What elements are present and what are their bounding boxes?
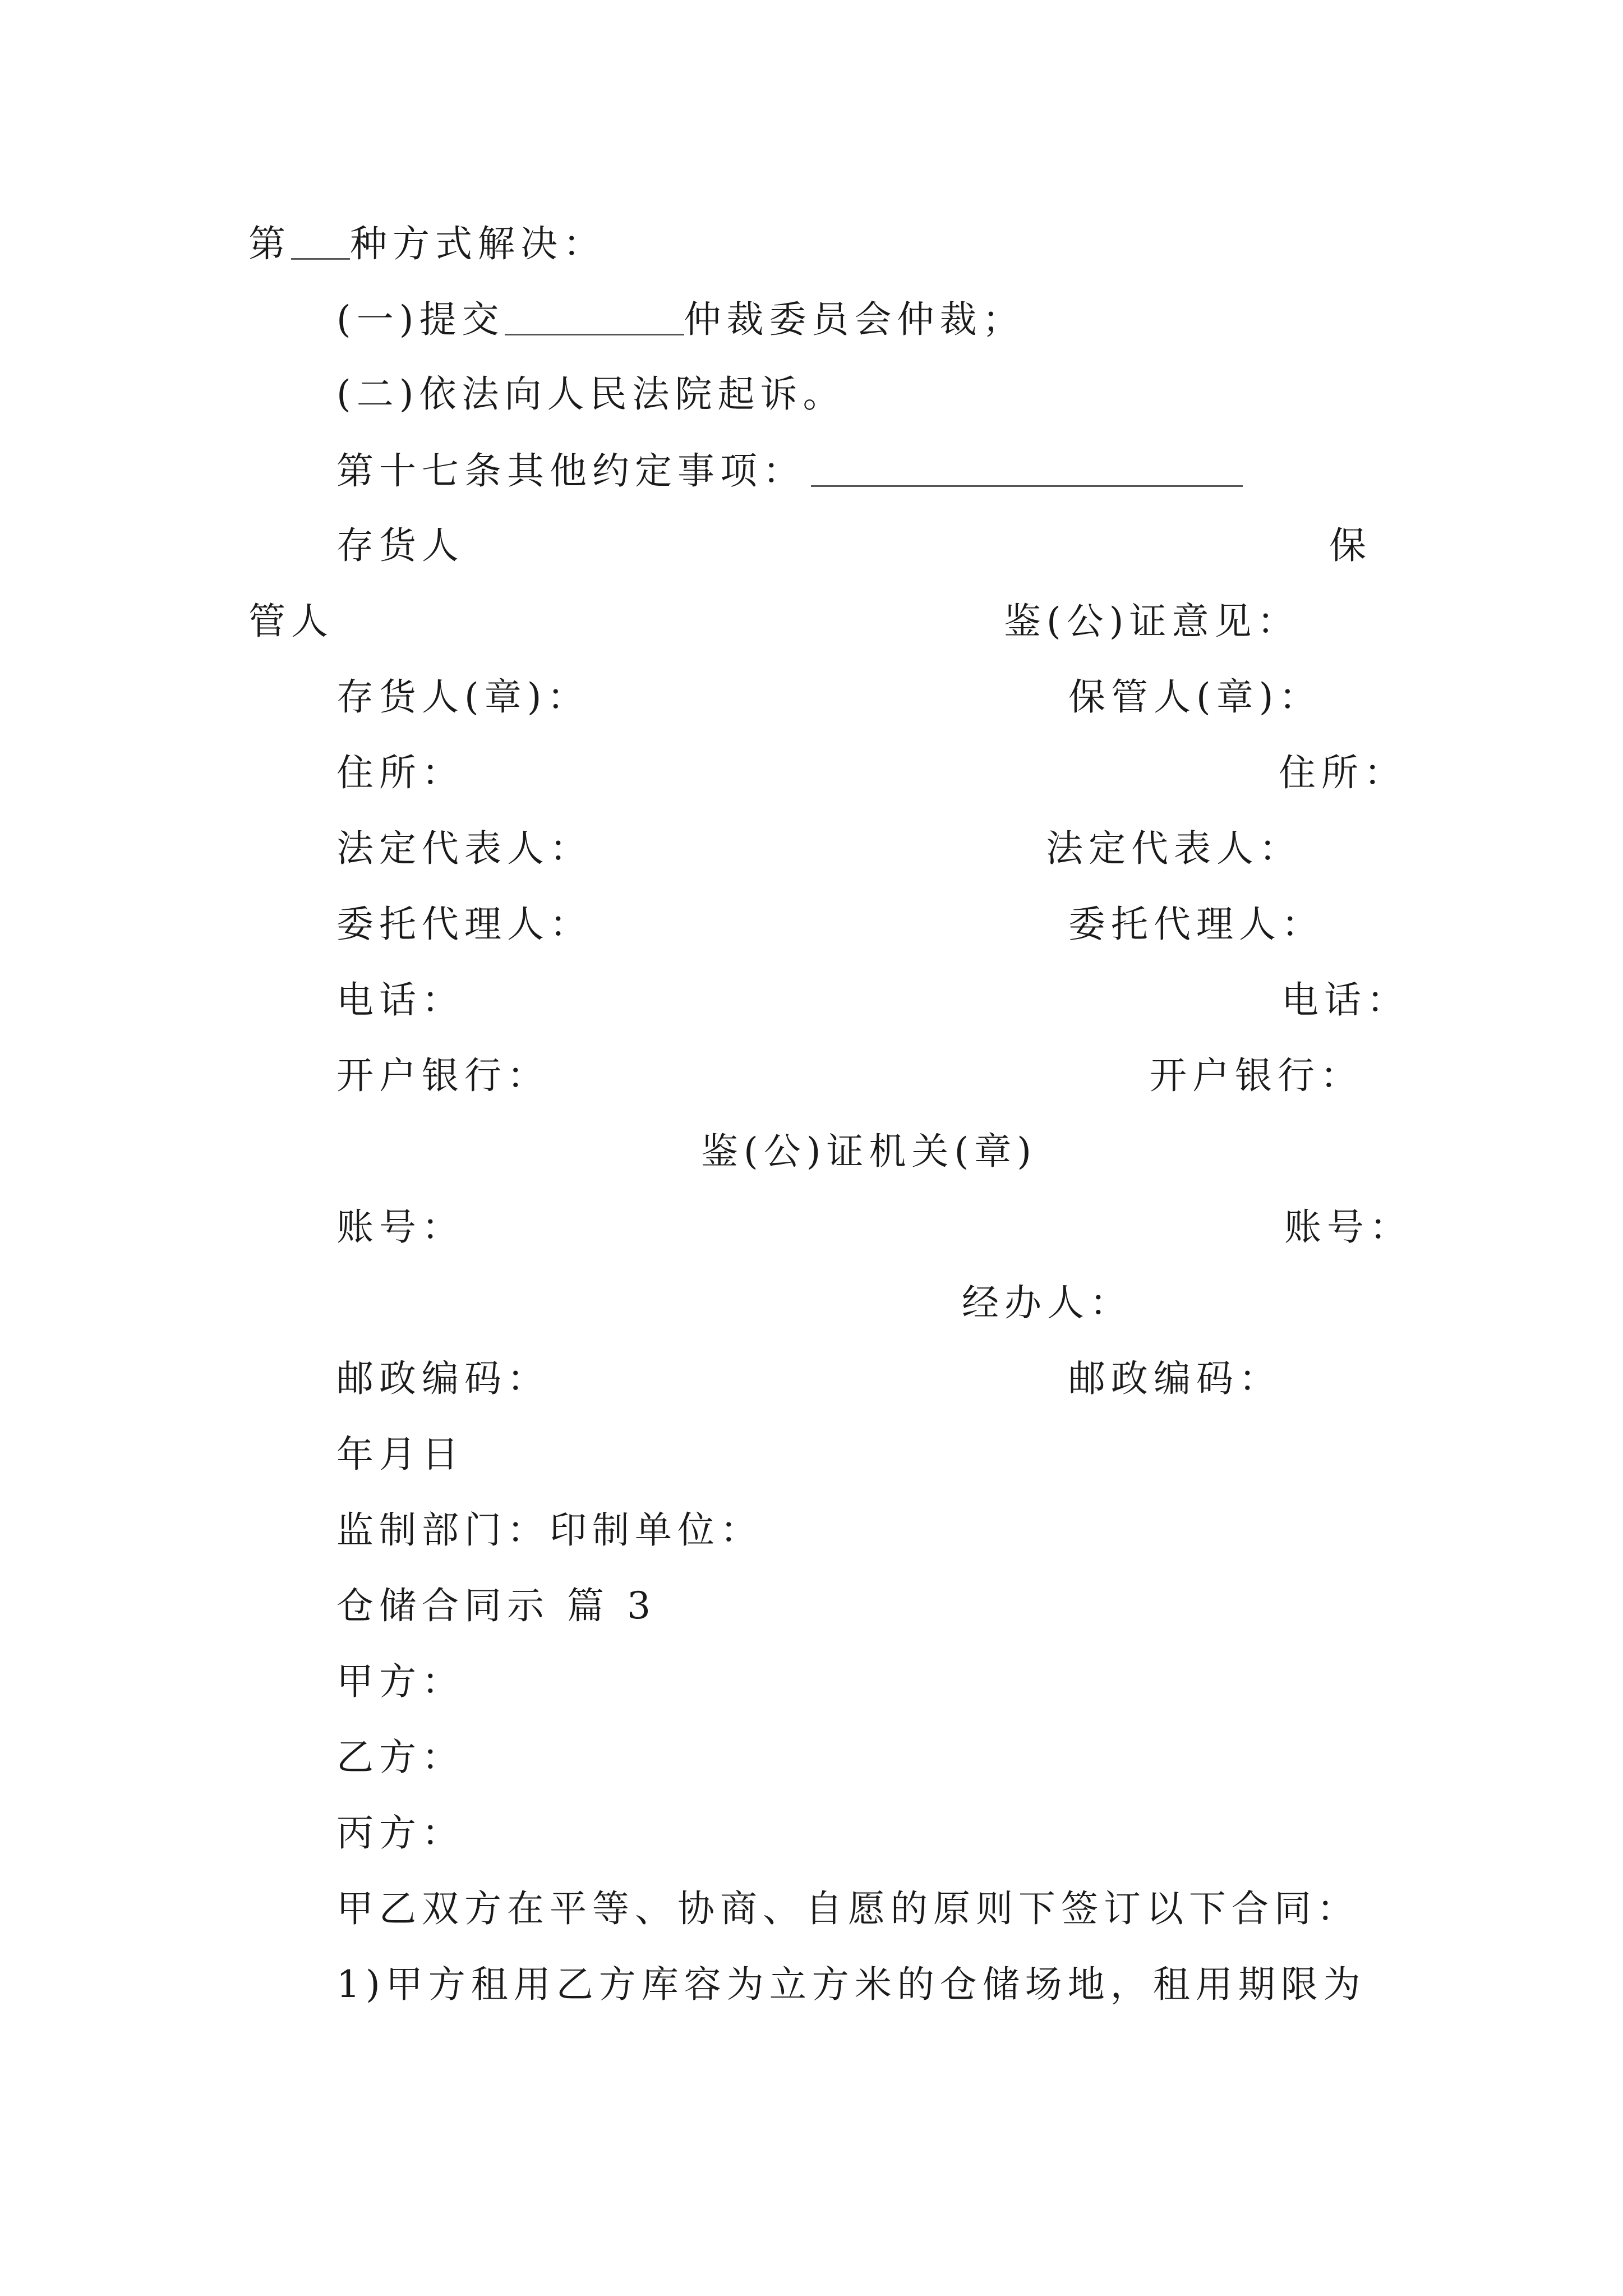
depositor-label: 存货人 (336, 524, 464, 567)
custodian-seal: 保管人(章)： (1068, 675, 1322, 719)
notary-office-seal: 鉴(公)证机关(章) (701, 1130, 1037, 1173)
text: (一)提交 (336, 298, 505, 341)
depositor-account: 账号： (336, 1205, 464, 1249)
notary-opinion-label: 鉴(公)证意见： (1004, 600, 1300, 643)
text: 第十七条其他约定事项： (336, 449, 805, 493)
blank-underline (505, 300, 684, 335)
clause-1: 1)甲方租用乙方库容为立方米的仓储场地，租用期限为 (336, 1963, 1366, 2006)
date-line: 年月日 (336, 1433, 464, 1476)
depositor-legal-rep: 法定代表人： (336, 827, 592, 870)
party-a: 甲方： (336, 1660, 464, 1703)
depositor-seal: 存货人(章)： (336, 675, 590, 719)
depositor-phone: 电话： (336, 978, 464, 1022)
custodian-address: 住所： (1279, 751, 1407, 794)
custodian-account: 账号： (1284, 1205, 1412, 1249)
text: 仲裁委员会仲裁； (684, 298, 1025, 341)
custodian-legal-rep: 法定代表人： (1046, 827, 1302, 870)
depositor-postcode: 邮政编码： (336, 1357, 550, 1400)
custodian-phone: 电话： (1281, 978, 1409, 1022)
party-b: 乙方： (336, 1736, 464, 1779)
line-other-matters (336, 449, 1243, 493)
party-c: 丙方： (336, 1811, 464, 1855)
custodian-label-rest: 管人 (248, 600, 334, 643)
agreement-intro: 甲乙双方在平等、协商、自愿的原则下签订以下合同： (336, 1887, 1359, 1930)
supervisor-printer-line: 监制部门：印制单位： (336, 1508, 763, 1552)
custodian-label-part: 保 (1329, 524, 1372, 567)
handler-label: 经办人： (962, 1281, 1132, 1324)
line-dispute-method (248, 224, 606, 263)
custodian-agent: 委托代理人： (1068, 903, 1324, 946)
custodian-bank: 开户银行： (1150, 1054, 1363, 1097)
line-lawsuit: (二)依法向人民法院起诉。 (336, 372, 846, 416)
text: 第 (248, 222, 291, 265)
line-arbitration (336, 298, 1025, 341)
depositor-bank: 开户银行： (336, 1054, 550, 1097)
blank-underline (291, 224, 350, 260)
section-heading: 仓储合同示 篇 3 (336, 1584, 656, 1627)
depositor-agent: 委托代理人： (336, 903, 592, 946)
blank-underline (811, 452, 1243, 487)
text: 种方式解决： (350, 222, 606, 265)
depositor-address: 住所： (336, 751, 464, 794)
custodian-postcode: 邮政编码： (1068, 1357, 1281, 1400)
